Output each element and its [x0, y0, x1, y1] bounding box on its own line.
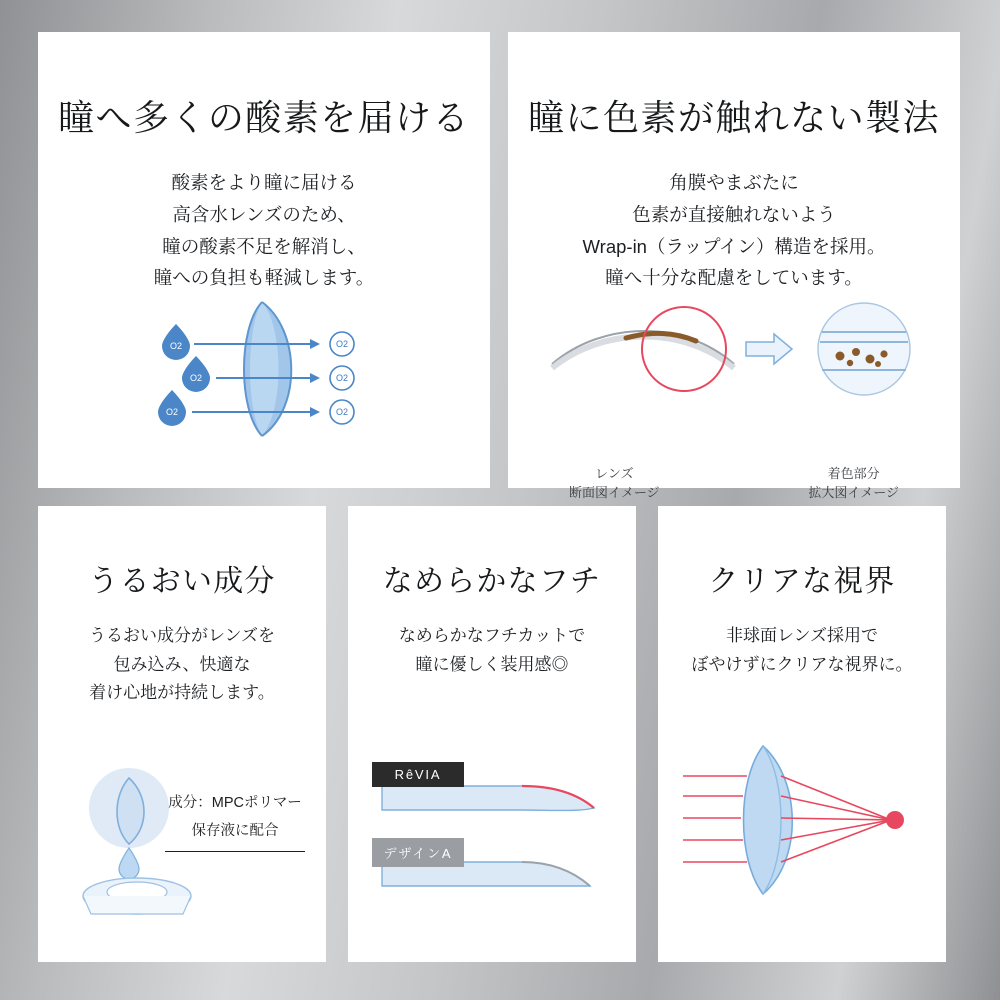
card-title-clear: クリアな視界 — [708, 565, 896, 598]
caption-left — [569, 465, 660, 503]
caption-line: レンズ — [595, 466, 634, 482]
moisture-note-line2: 保存液に配合 — [191, 822, 279, 839]
oxygen-label: O2 — [165, 407, 179, 418]
edge-tag-revia: RêVIA — [372, 762, 464, 787]
card-body-edge — [399, 622, 586, 679]
oxygen-label: O2 — [169, 341, 183, 352]
feature-card-clear — [658, 506, 946, 962]
feature-card-oxygen — [38, 32, 490, 488]
card-body-moisture — [89, 622, 275, 708]
body-line: 角膜やまぶたに — [669, 172, 799, 193]
card-title-oxygen: 瞳へ多くの酸素を届ける — [58, 98, 470, 138]
oxygen-label: O2 — [335, 339, 349, 350]
card-title-edge: なめらかなフチ — [382, 565, 602, 598]
body-line: 酸素をより瞳に届ける — [171, 172, 357, 193]
body-line: 色素が直接触れないよう — [632, 203, 836, 225]
caption-line: 拡大図イメージ — [808, 485, 899, 501]
body-line: 瞳へ十分な配慮をしています。 — [605, 267, 863, 289]
oxygen-diagram — [134, 294, 394, 444]
oxygen-label: O2 — [189, 373, 203, 384]
body-line: 高含水レンズのため、 — [172, 203, 356, 225]
caption-right — [808, 465, 899, 503]
moisture-note-rule — [165, 851, 305, 852]
oxygen-label: O2 — [335, 373, 349, 384]
wrapin-diagram — [534, 294, 934, 501]
caption-line: 断面図イメージ — [569, 485, 660, 501]
caption-line: 着色部分 — [827, 466, 880, 482]
moisture-note-line1: 成分：MPCポリマー — [168, 795, 302, 811]
edge-tag-design-a: デザインA — [372, 838, 464, 867]
body-line: なめらかなフチカットで — [398, 626, 586, 645]
edge-tag-bottom-wrap — [372, 838, 464, 867]
clear-vision-diagram — [677, 736, 927, 906]
body-line: 瞳への負担も軽減します。 — [153, 267, 375, 289]
feature-card-moisture — [38, 506, 326, 962]
body-line: 着け心地が持続します。 — [89, 683, 275, 703]
oxygen-label: O2 — [335, 407, 349, 418]
moisture-diagram — [57, 756, 307, 926]
body-line: 瞳に優しく装用感◎ — [415, 654, 569, 674]
feature-card-edge — [348, 506, 636, 962]
body-line: ぼやけずにクリアな視界に。 — [691, 654, 913, 674]
body-line: 包み込み、快適な — [113, 654, 251, 674]
wrapin-captions — [569, 465, 899, 503]
body-line: Wrap-in（ラップイン）構造を採用。 — [582, 235, 886, 257]
feature-card-wrapin — [508, 32, 960, 501]
moisture-note — [165, 790, 305, 852]
card-title-moisture: うるおい成分 — [88, 565, 276, 598]
card-body-wrapin — [583, 167, 886, 294]
body-line: うるおい成分がレンズを — [88, 626, 276, 645]
card-body-oxygen — [154, 167, 375, 294]
body-line: 非球面レンズ採用で — [725, 626, 879, 645]
edge-diagram — [372, 750, 612, 910]
card-body-clear — [692, 622, 913, 679]
card-title-wrapin: 瞳に色素が触れない製法 — [528, 98, 940, 138]
body-line: 瞳の酸素不足を解消し、 — [162, 235, 366, 257]
edge-tag-top-wrap — [372, 762, 464, 787]
